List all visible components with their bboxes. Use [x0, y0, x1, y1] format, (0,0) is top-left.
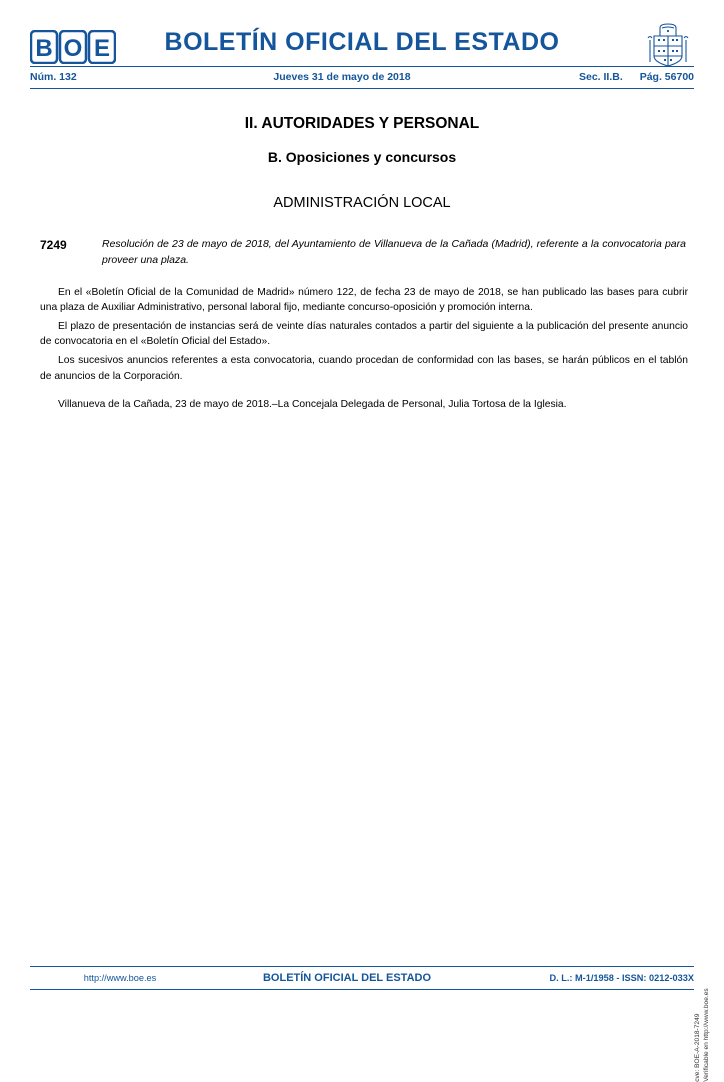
- section-title: II. AUTORIDADES Y PERSONAL: [244, 115, 480, 132]
- boe-logo-icon: [30, 30, 116, 64]
- page-footer: [30, 966, 694, 990]
- paragraph-1: En el «Boletín Oficial de la Comunidad de Madrid» número 122, de fecha 23 de mayo de 2018, se han publicado las bases para cubrir una plaza de Auxiliar Administrativo, personal laboral fijo, mediante concurso-oposición y promoción interna.: [40, 286, 688, 314]
- entry-number: 7249: [40, 238, 67, 252]
- entry-title: Resolución de 23 de mayo de 2018, del Ayuntamiento de Villanueva de la Cañada (Madrid), referente a la convocatoria para proveer una plaza.: [102, 238, 686, 266]
- svg-text:O: O: [63, 35, 83, 62]
- section-label: Sec. II.B.: [579, 71, 623, 83]
- page-label: Pág. 56700: [639, 71, 694, 83]
- document-content: [30, 89, 694, 413]
- administration-title: ADMINISTRACIÓN LOCAL: [273, 195, 451, 211]
- paragraph-2: El plazo de presentación de instancias será de veinte días naturales contados a partir del siguiente a la publicación del presente anuncio de convocatoria en el «Boletín Oficial del Estado».: [40, 320, 688, 348]
- footer-url[interactable]: http://www.boe.es: [83, 973, 157, 983]
- signature-paragraph: Villanueva de la Cañada, 23 de mayo de 2018.–La Concejala Delegada de Personal, Julia Tortosa de la Iglesia.: [58, 399, 567, 411]
- svg-text:E: E: [93, 35, 111, 62]
- cve-verification-url: Verificable en http://www.boe.es: [703, 988, 711, 1082]
- footer-legal: D. L.: M-1/1958 - ISSN: 0212-033X: [549, 973, 694, 983]
- subsection-title: B. Oposiciones y concursos: [267, 149, 457, 165]
- cve-sidebar: [694, 822, 712, 1082]
- issue-number: Núm. 132: [30, 71, 77, 83]
- paragraph-3: Los sucesivos anuncios referentes a esta convocatoria, cuando procedan de conformidad con las bases, se harán públicos en el tablón de anuncios de la Corporación.: [40, 355, 688, 382]
- resolution-entry: [30, 237, 694, 269]
- svg-text:B: B: [35, 35, 53, 62]
- footer-title: BOLETÍN OFICIAL DEL ESTADO: [262, 972, 432, 984]
- resolution-body: [30, 285, 694, 413]
- section-and-page: [504, 71, 694, 83]
- spanish-coat-of-arms-icon: [646, 22, 690, 68]
- masthead: [0, 0, 724, 62]
- issue-date: Jueves 31 de mayo de 2018: [273, 71, 411, 83]
- masthead-title: BOLETÍN OFICIAL DEL ESTADO: [164, 27, 560, 56]
- header-info-bar: [30, 67, 694, 89]
- cve-code: cve: BOE-A-2018-7249: [694, 1013, 702, 1082]
